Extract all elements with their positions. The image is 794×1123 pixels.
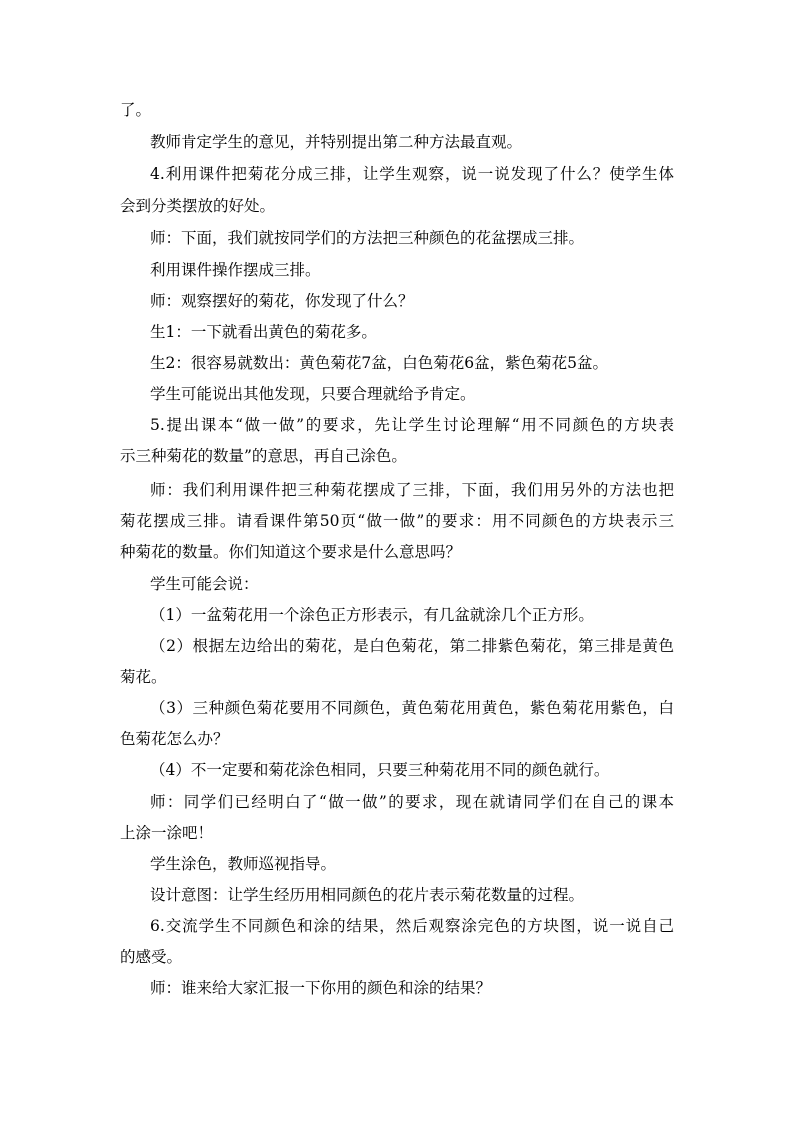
line-text: 学生可能说出其他发现，只要合理就给予肯定。 [150, 385, 476, 403]
line-text: 师：同学们已经明白了“做一做”的要求，现在就请同学们在自己的课本 [150, 793, 674, 811]
line-text: 色菊花怎么办？ [120, 730, 229, 748]
line-text: （4）不一定要和菊花涂色相同，只要三种菊花用不同的颜色就行。 [150, 761, 610, 779]
line-text: 5.提出课本“做一做”的要求，先让学生讨论理解“用不同颜色的方块表 [150, 416, 674, 434]
line-text: 6.交流学生不同颜色和涂的结果，然后观察涂完色的方块图，说一说自己 [150, 917, 674, 935]
line-text: 教师肯定学生的意见，并特别提出第二种方法最直观。 [150, 133, 523, 151]
line-text: 种菊花的数量。你们知道这个要求是什么意思吗？ [120, 543, 462, 561]
line-text: 学生涂色，教师巡视指导。 [150, 855, 337, 873]
line-text: 菊花。 [120, 668, 167, 686]
line-text: 的感受。 [120, 948, 183, 966]
line-text: 菊花摆成三排。请看课件第50页“做一做”的要求：用不同颜色的方块表示三 [120, 512, 674, 530]
line-text: 师：谁来给大家汇报一下你用的颜色和涂的结果？ [150, 979, 492, 997]
line-text: 上涂一涂吧！ [120, 824, 214, 842]
line-text: 利用课件操作摆成三排。 [150, 261, 321, 279]
line-text: 学生可能会说： [150, 575, 259, 593]
line-text: （3）三种颜色菊花要用不同颜色，黄色菊花用黄色，紫色菊花用紫色，白 [150, 699, 674, 717]
line-text: 生1：一下就看出黄色的菊花多。 [150, 323, 377, 341]
line-text: （2）根据左边给出的菊花，是白色菊花，第二排紫色菊花，第三排是黄色 [150, 637, 674, 655]
line-text: 示三种菊花的数量”的意思，再自己涂色。 [120, 447, 407, 465]
line-text: （1）一盆菊花用一个涂色正方形表示，有几盆就涂几个正方形。 [150, 606, 594, 624]
line-text: 会到分类摆放的好处。 [120, 197, 276, 215]
line-text: 生2：很容易就数出：黄色菊花7盆，白色菊花6盆，紫色菊花5盆。 [150, 354, 608, 372]
line-text: 师：观察摆好的菊花，你发现了什么？ [150, 292, 414, 310]
line-text: 设计意图：让学生经历用相同颜色的花片表示菊花数量的过程。 [150, 886, 585, 904]
line-text: 师：下面，我们就按同学们的方法把三种颜色的花盆摆成三排。 [150, 229, 585, 247]
line-text: 4.利用课件把菊花分成三排，让学生观察，说一说发现了什么？使学生体 [150, 165, 674, 183]
line-text: 了。 [120, 101, 152, 119]
line-text: 师：我们利用课件把三种菊花摆成了三排，下面，我们用另外的方法也把 [150, 481, 674, 499]
